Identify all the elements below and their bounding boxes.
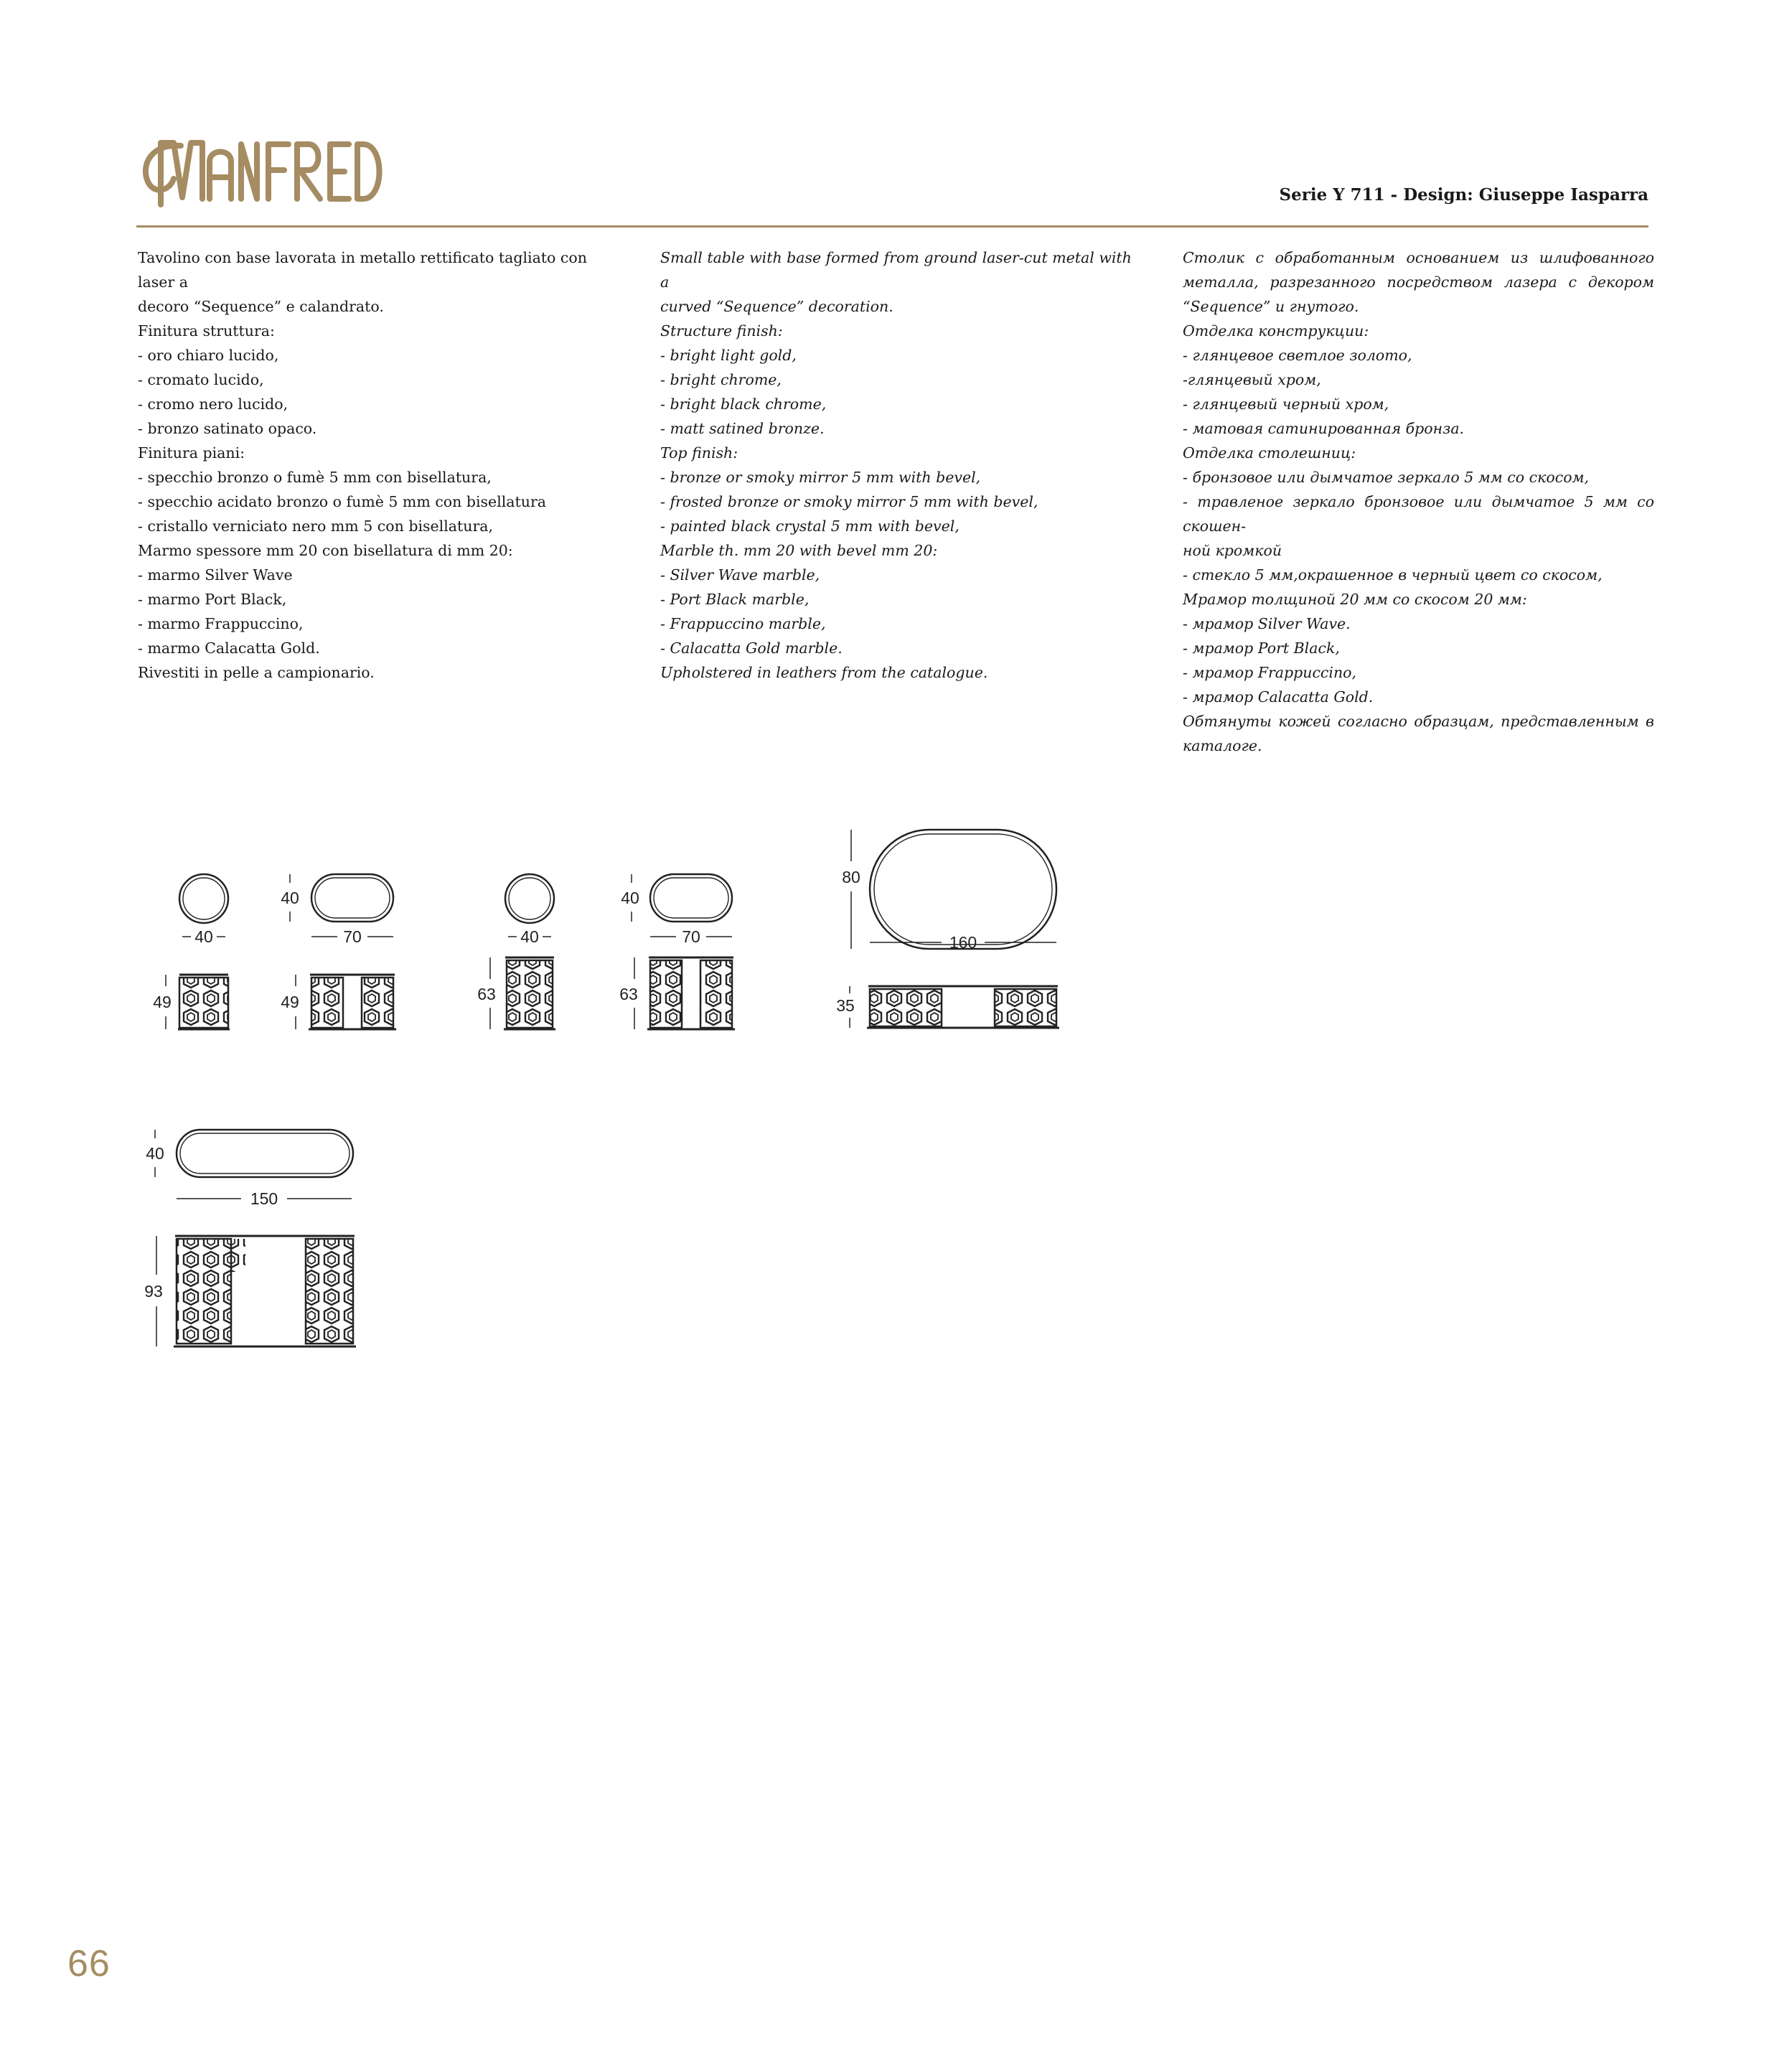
- dim-width: 70: [682, 927, 700, 946]
- it-line: Tavolino con base lavorata in metallo rettificato tagliato con laser a: [138, 249, 587, 291]
- table-round-40-49: [153, 874, 230, 1029]
- dim-height: 35: [836, 996, 855, 1015]
- dim-height: 63: [477, 985, 496, 1003]
- dim-depth: 80: [842, 868, 860, 886]
- it-line: - cromato lucido,: [138, 371, 264, 388]
- dim-width: 160: [949, 933, 977, 952]
- ru-line: металла, разрезанного посредством лазера с декором: [1183, 273, 1654, 291]
- it-line: decoro “Sequence” e calandrato.: [138, 298, 384, 315]
- side-view-leg-left: [650, 960, 682, 1028]
- top-view-round: [179, 874, 228, 923]
- dim-depth: 40: [621, 889, 639, 907]
- ru-line: - стекло 5 мм,окрашенное в черный цвет со скосом,: [1183, 566, 1603, 584]
- dim-height: 49: [153, 993, 172, 1011]
- top-view-round: [505, 874, 554, 923]
- en-line: - frosted bronze or smoky mirror 5 mm with bevel,: [660, 493, 1038, 510]
- it-line: - marmo Port Black,: [138, 591, 287, 608]
- it-line: - marmo Calacatta Gold.: [138, 640, 320, 657]
- ru-line: - бронзовое или дымчатое зеркало 5 мм со скосом,: [1183, 469, 1590, 486]
- en-line: Upholstered in leathers from the catalogue.: [660, 664, 988, 681]
- side-view-leg-right: [362, 978, 393, 1028]
- it-line: - specchio bronzo o fumè 5 mm con bisellatura,: [138, 469, 492, 486]
- ru-line: - мрамор Calacatta Gold.: [1183, 688, 1374, 706]
- side-view-base: [179, 978, 228, 1028]
- it-line: - cristallo verniciato nero mm 5 con bisellatura,: [138, 517, 493, 535]
- table-oval-150-93: [144, 1130, 356, 1346]
- en-line: - bronze or smoky mirror 5 mm with bevel,: [660, 469, 981, 486]
- it-line: - specchio acidato bronzo o fumè 5 mm con bisellatura: [138, 493, 546, 510]
- table-round-40-63: [477, 874, 555, 1029]
- dim-depth: 40: [281, 889, 299, 907]
- en-line: - bright black chrome,: [660, 395, 827, 413]
- en-line: Marble th. mm 20 with bevel mm 20:: [660, 542, 938, 559]
- series-designer: Serie Y 711 - Design: Giuseppe Iasparra: [1279, 185, 1648, 205]
- side-view-leg-right: [700, 960, 732, 1028]
- page-number: 66: [67, 1943, 111, 1985]
- it-line: - bronzo satinato opaco.: [138, 420, 317, 437]
- dim-height: 63: [619, 985, 638, 1003]
- side-view-leg-right: [306, 1239, 353, 1344]
- dim-width: 40: [520, 927, 539, 946]
- ru-line: - травленое зеркало бронзовое или дымчатое 5 мм со скошен-: [1183, 493, 1654, 535]
- ru-line: - глянцевое светлое золото,: [1183, 347, 1412, 364]
- ru-line: Отделка столешниц:: [1183, 444, 1356, 462]
- it-line: - marmo Frappuccino,: [138, 615, 304, 632]
- ru-line: Столик с обработанным основанием из шлифованного: [1183, 249, 1654, 266]
- table-oval-70-63: [619, 874, 735, 1029]
- dim-height: 93: [144, 1282, 163, 1301]
- dim-height: 49: [281, 993, 299, 1011]
- side-view-leg-left: [311, 978, 343, 1028]
- ru-line: - мрамор Frappuccino,: [1183, 664, 1357, 681]
- en-line: - bright light gold,: [660, 347, 797, 364]
- en-line: - matt satined bronze.: [660, 420, 825, 437]
- it-line: - marmo Silver Wave: [138, 566, 293, 584]
- side-view-leg-left: [870, 989, 942, 1026]
- top-view-oval: [177, 1130, 353, 1177]
- en-line: Top finish:: [660, 444, 738, 462]
- ru-line: - мрамор Silver Wave.: [1183, 615, 1351, 632]
- en-line: curved “Sequence” decoration.: [660, 298, 893, 315]
- table-oval-160-35: [836, 830, 1059, 1028]
- table-oval-70-49: [281, 874, 396, 1029]
- ru-line: - глянцевый черный хром,: [1183, 395, 1389, 413]
- en-line: - Frappuccino marble,: [660, 615, 826, 632]
- it-line: Finitura struttura:: [138, 322, 275, 339]
- en-line: - Silver Wave marble,: [660, 566, 820, 584]
- en-line: - bright chrome,: [660, 371, 782, 388]
- dim-width: 40: [194, 927, 213, 946]
- ru-line: Отделка конструкции:: [1183, 322, 1369, 339]
- ru-line: - матовая сатинированная бронза.: [1183, 420, 1465, 437]
- ru-line: -глянцевый хром,: [1183, 371, 1321, 388]
- ru-line: Обтянуты кожей согласно образцам, представленным в: [1183, 713, 1654, 730]
- ru-line: “Sequence” и гнутого.: [1183, 298, 1359, 315]
- en-line: - Port Black marble,: [660, 591, 810, 608]
- ru-line: Мрамор толщиной 20 мм со скосом 20 мм:: [1183, 591, 1527, 608]
- it-line: - cromo nero lucido,: [138, 395, 288, 413]
- it-line: Marmo spessore mm 20 con bisellatura di mm 20:: [138, 542, 513, 559]
- en-line: - Calacatta Gold marble.: [660, 640, 843, 657]
- ru-line: ной кромкой: [1183, 542, 1282, 559]
- en-line: Small table with base formed from ground laser-cut metal with a: [660, 249, 1132, 291]
- top-view-oval: [870, 830, 1056, 949]
- en-line: Structure finish:: [660, 322, 783, 339]
- it-line: Rivestiti in pelle a campionario.: [138, 664, 375, 681]
- dim-width: 70: [343, 927, 362, 946]
- side-view-leg-right: [995, 989, 1056, 1026]
- side-view-leg-left: [177, 1239, 231, 1344]
- it-line: - oro chiaro lucido,: [138, 347, 279, 364]
- side-view-base: [507, 960, 553, 1028]
- dim-depth: 40: [146, 1144, 164, 1163]
- it-line: Finitura piani:: [138, 444, 245, 462]
- en-line: - painted black crystal 5 mm with bevel,: [660, 517, 960, 535]
- dim-width: 150: [250, 1189, 278, 1208]
- ru-line: - мрамор Port Black,: [1183, 640, 1340, 657]
- ru-line: каталоге.: [1183, 737, 1262, 754]
